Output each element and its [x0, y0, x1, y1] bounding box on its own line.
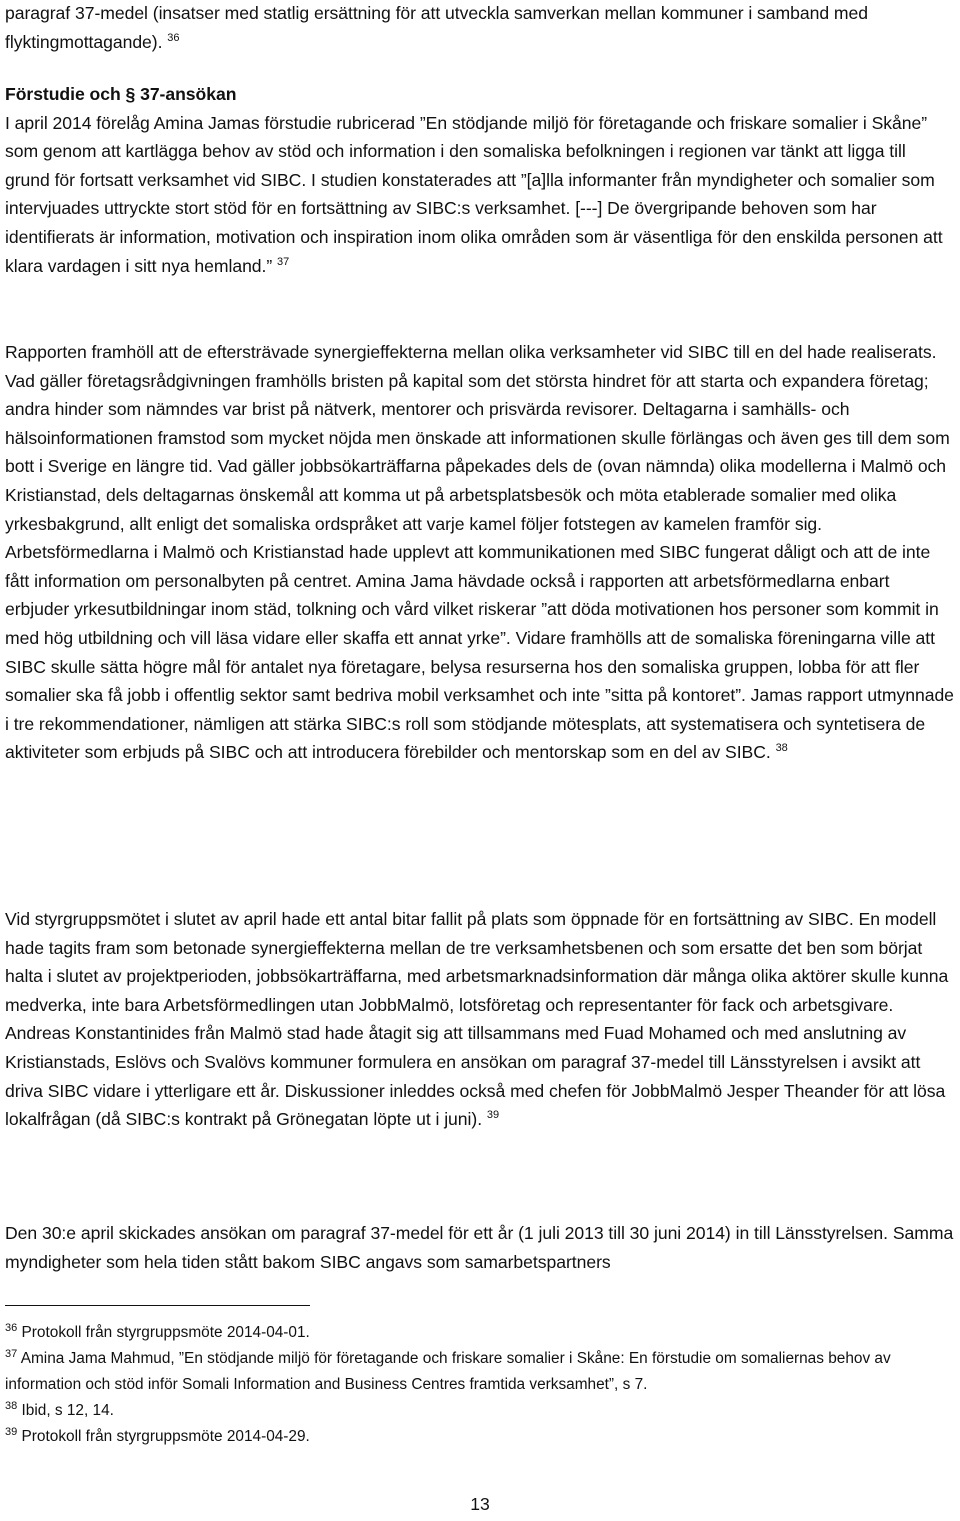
footnotes — [5, 1320, 955, 1450]
footnote-number: 38 — [5, 1399, 18, 1412]
footnote-separator — [5, 1305, 310, 1306]
footnote-number: 36 — [5, 1321, 18, 1334]
paragraph-text: Vid styrgruppsmötet i slutet av april hade ett antal bitar fallit på plats som öppnade för en fortsättning av SIBC. En modell hade tagits fram som betonade synergieffekterna mellan de tre verksamhetsbenen och som ersatte det ben som börjat halta i slutet av projektperioden, jobbsökarträffarna, med arbetsmarknadsinformation där många olika aktörer skulle kunna medverka, inte bara Arbetsförmedlingen utan JobbMalmö, lotsföretag och representanter för fack och arbetsgivare. Andreas Konstantinides från Malmö stad hade åtagit sig att tillsammans med Fuad Mohamed och med anslutning av Kristianstads, Eslövs och Svalövs kommuner formulera en ansökan om paragraf 37-medel till Länsstyrelsen i avsikt att driva SIBC vidare i ytterligare ett år. Diskussioner inleddes också med chefen för JobbMalmö Jesper Theander för att lösa lokalfrågan (då SIBC:s kontrakt på Grönegatan löpte ut i juni). — [5, 909, 949, 1130]
page-number: 13 — [470, 1494, 490, 1514]
footnote-text: Protokoll från styrgruppsmöte 2014-04-01. — [21, 1324, 310, 1341]
footnote-39 — [5, 1424, 955, 1450]
footnote-ref[interactable]: 37 — [277, 255, 290, 268]
paragraph-text: paragraf 37-medel (insatser med statlig ersättning för att utveckla samverkan mellan kommuner i samband med flyktingmottagande). — [5, 3, 868, 52]
paragraph-forstudie — [5, 109, 955, 281]
footnote-text: Protokoll från styrgruppsmöte 2014-04-29. — [21, 1428, 310, 1445]
footnote-text: Ibid, s 12, 14. — [21, 1402, 114, 1419]
section-forstudie — [5, 80, 955, 280]
paragraph-text: Den 30:e april skickades ansökan om paragraf 37-medel för ett år (1 juli 2013 till 30 juni 2014) in till Länsstyrelsen. Samma myndigheter som hela tiden stått bakom SIBC angavs som samarbetspartners — [5, 1223, 954, 1272]
footnote-ref[interactable]: 36 — [167, 31, 180, 44]
paragraph-styrgrupp — [5, 905, 955, 1134]
footnote-number: 39 — [5, 1425, 18, 1438]
paragraph-intro-continuation — [5, 0, 955, 56]
paragraph-text: I april 2014 förelåg Amina Jamas förstudie rubricerad ”En stödjande miljö för företagande och friskare somalier i Skåne” som genom att kartlägga behov av stöd och information i den somaliska befolkningen i regionen var tänkt att ligga till grund för fortsatt verksamhet vid SIBC. I studien konstaterades att ”[a]lla informanter från myndigheter och somalier som intervjuades uttryckte stort stöd för en fortsättning av SIBC:s verksamhet. [---] De övergripande behoven som har identifierats är information, motivation och inspiration inom olika områden som är väsentliga för den enskilda personen att klara vardagen i sitt nya hemland.” — [5, 112, 943, 276]
section-heading: Förstudie och § 37-ansökan — [5, 84, 237, 104]
footnote-37 — [5, 1346, 955, 1398]
footnote-text: Amina Jama Mahmud, ”En stödjande miljö för företagande och friskare somalier i Skåne: En förstudie om somaliernas behov av information och stöd inför Somali Information and Business Centres framtida verksamhet”, s 7. — [5, 1350, 891, 1393]
footnote-number: 37 — [5, 1347, 18, 1360]
footnote-ref[interactable]: 38 — [775, 742, 788, 755]
footnote-38 — [5, 1398, 955, 1424]
paragraph-rapport — [5, 338, 955, 767]
paragraph-text: Rapporten framhöll att de eftersträvade synergieffekterna mellan olika verksamheter vid SIBC till en del hade realiserats. Vad gäller företagsrådgivningen framhölls bristen på kapital som det största hindret för att starta och expandera företag; andra hinder som nämndes var brist på nätverk, mentorer och prisvärda revisorer. Deltagarna i samhälls- och hälsoinformationen framstod som mycket nöjda men önskade att informationen skulle förlängas och även ges till dem som bott i Sverige en längre tid. Vad gäller jobbsökarträffarna påpekades dels de (ovan nämnda) olika modellerna i Malmö och Kristianstad, dels deltagarnas önskemål att komma ut på arbetsplatsbesök och möta etablerade somalier med olika yrkesbakgrund, allt enligt det somaliska ordspråket att varje kamel följer fotstegen av kamelen framför sig. Arbetsförmedlarna i Malmö och Kristianstad hade upplevt att kommunikationen med SIBC fungerat dåligt och att de inte fått information om personalbyten på centret. Amina Jama hävdade också i rapporten att arbetsförmedlarna enbart erbjuder yrkesutbildningar inom städ, tolkning och vård vilket riskerar ”att döda motivationen hos personer som kommit in med hög utbildning och vill läsa vidare eller skaffa ett annat yrke”. Vidare framhölls att de somaliska föreningarna ville att SIBC skulle sätta högre mål för antalet nya företagare, belysa resurserna hos den somaliska gruppen, lobba för att fler somalier ska få jobb i offentlig sektor samt bedriva mobil verksamhet och inte ”sitta på kontoret”. Jamas rapport utmynnade i tre rekommendationer, nämligen att stärka SIBC:s roll som stödjande mötesplats, att systematisera och syntetisera de aktiviteter som erbjuds på SIBC och att introducera förebilder och mentorskap som en del av SIBC. — [5, 342, 954, 763]
footnote-ref[interactable]: 39 — [486, 1109, 500, 1122]
footnote-36 — [5, 1320, 955, 1346]
paragraph-ansokan — [5, 1219, 955, 1276]
